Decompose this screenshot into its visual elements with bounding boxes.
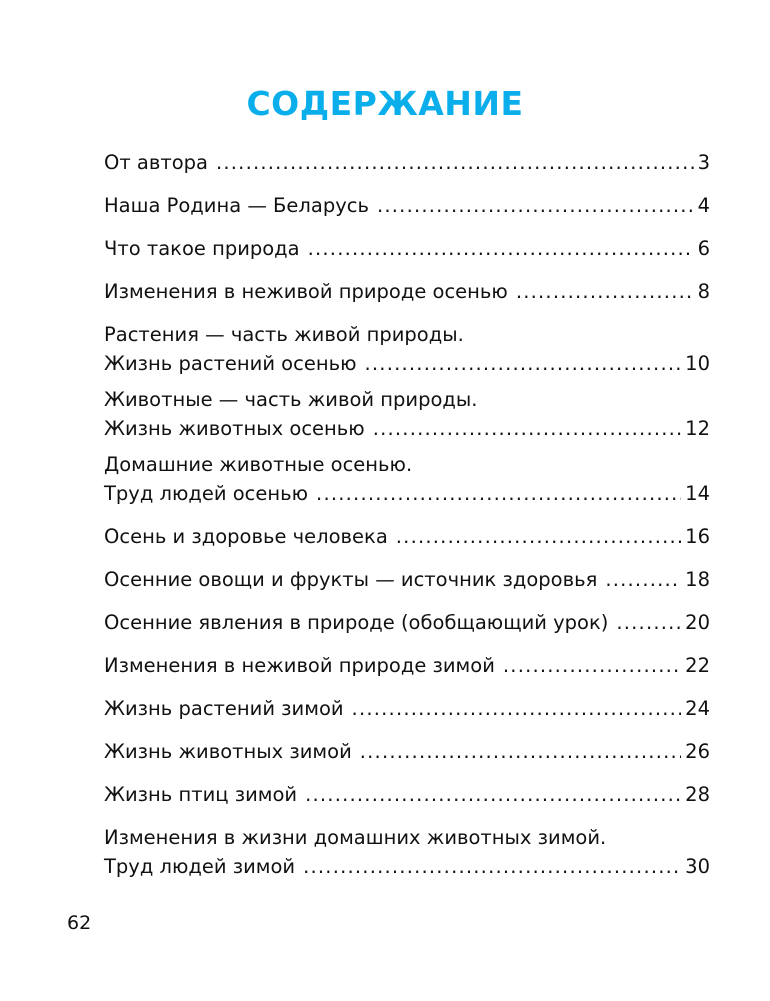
toc-entry-page: 26	[685, 740, 710, 763]
toc-entry-line	[104, 270, 710, 313]
toc-entry-title: Жизнь растений зимой	[104, 697, 344, 720]
toc-entry	[104, 184, 710, 227]
table-of-contents	[104, 141, 710, 888]
toc-entry-page: 8	[697, 280, 710, 303]
toc-entry-line	[104, 852, 710, 881]
toc-dot-leader	[360, 730, 681, 773]
toc-entry-line	[104, 141, 710, 184]
toc-entry-line	[104, 184, 710, 227]
toc-entry-page: 14	[685, 482, 710, 505]
toc-entry-page: 18	[685, 568, 710, 591]
toc-entry-page: 6	[697, 237, 710, 260]
toc-entry-line	[104, 687, 710, 730]
toc-entry-title: Осенние овощи и фрукты — источник здоровья	[104, 568, 598, 591]
page-number: 62	[67, 912, 92, 934]
toc-entry-line	[104, 644, 710, 687]
toc-entry	[104, 601, 710, 644]
toc-dot-leader	[216, 141, 694, 184]
toc-entry-page: 16	[685, 525, 710, 548]
toc-dot-leader	[503, 644, 681, 687]
toc-entry	[104, 823, 710, 881]
toc-entry-page: 28	[685, 783, 710, 806]
toc-entry-page: 20	[685, 611, 710, 634]
toc-dot-leader	[352, 687, 682, 730]
toc-entry	[104, 773, 710, 816]
toc-entry	[104, 558, 710, 601]
toc-entry-title: Жизнь растений осенью	[104, 352, 357, 375]
toc-entry-title: Труд людей осенью	[104, 482, 309, 505]
toc-entry-title: Животные — часть живой природы.	[104, 388, 478, 411]
toc-dot-leader	[616, 601, 681, 644]
toc-dot-leader	[396, 515, 681, 558]
toc-dot-leader	[377, 184, 694, 227]
toc-dot-leader	[316, 479, 681, 508]
toc-dot-leader	[305, 773, 681, 816]
toc-entry-line	[104, 227, 710, 270]
toc-dot-leader	[605, 558, 681, 601]
toc-entry-title: От автора	[104, 151, 208, 174]
toc-dot-leader	[516, 270, 694, 313]
toc-entry-page: 12	[685, 417, 710, 440]
toc-entry-title: Что такое природа	[104, 237, 300, 260]
toc-entry-title: Наша Родина — Беларусь	[104, 194, 369, 217]
toc-entry-page: 10	[685, 352, 710, 375]
toc-entry	[104, 385, 710, 443]
toc-entry	[104, 227, 710, 270]
toc-entry-title: Растения — часть живой природы.	[104, 323, 464, 346]
toc-entry-page: 3	[697, 151, 710, 174]
toc-entry-line	[104, 349, 710, 378]
toc-entry	[104, 730, 710, 773]
toc-entry-title: Осенние явления в природе (обобщающий урок)	[104, 611, 609, 634]
toc-dot-leader	[373, 414, 681, 443]
toc-entry-line	[104, 730, 710, 773]
toc-entry-line	[104, 823, 710, 852]
toc-entry-page: 24	[685, 697, 710, 720]
toc-entry	[104, 450, 710, 508]
toc-entry-title: Жизнь животных осенью	[104, 417, 365, 440]
toc-entry	[104, 644, 710, 687]
toc-entry	[104, 141, 710, 184]
toc-entry-title: Жизнь животных зимой	[104, 740, 352, 763]
toc-entry-title: Труд людей зимой	[104, 855, 296, 878]
toc-entry-title: Изменения в неживой природе зимой	[104, 654, 495, 677]
toc-entry-title: Изменения в жизни домашних животных зимой.	[104, 826, 607, 849]
toc-entry-line	[104, 414, 710, 443]
toc-entry	[104, 320, 710, 378]
toc-entry-page: 4	[697, 194, 710, 217]
toc-dot-leader	[303, 852, 681, 881]
toc-entry-page: 22	[685, 654, 710, 677]
toc-entry-line	[104, 601, 710, 644]
toc-entry-page: 30	[685, 855, 710, 878]
toc-entry-line	[104, 558, 710, 601]
toc-entry-line	[104, 479, 710, 508]
toc-entry-line	[104, 320, 710, 349]
toc-entry	[104, 687, 710, 730]
toc-entry-title: Жизнь птиц зимой	[104, 783, 298, 806]
toc-entry-line	[104, 385, 710, 414]
toc-entry-line	[104, 773, 710, 816]
toc-entry-title: Домашние животные осенью.	[104, 453, 413, 476]
toc-entry-title: Изменения в неживой природе осенью	[104, 280, 508, 303]
toc-entry-title: Осень и здоровье человека	[104, 525, 388, 548]
toc-entry	[104, 515, 710, 558]
toc-dot-leader	[308, 227, 694, 270]
page-title: СОДЕРЖАНИЕ	[246, 84, 524, 123]
toc-entry-line	[104, 515, 710, 558]
toc-dot-leader	[365, 349, 682, 378]
toc-entry-line	[104, 450, 710, 479]
toc-entry	[104, 270, 710, 313]
